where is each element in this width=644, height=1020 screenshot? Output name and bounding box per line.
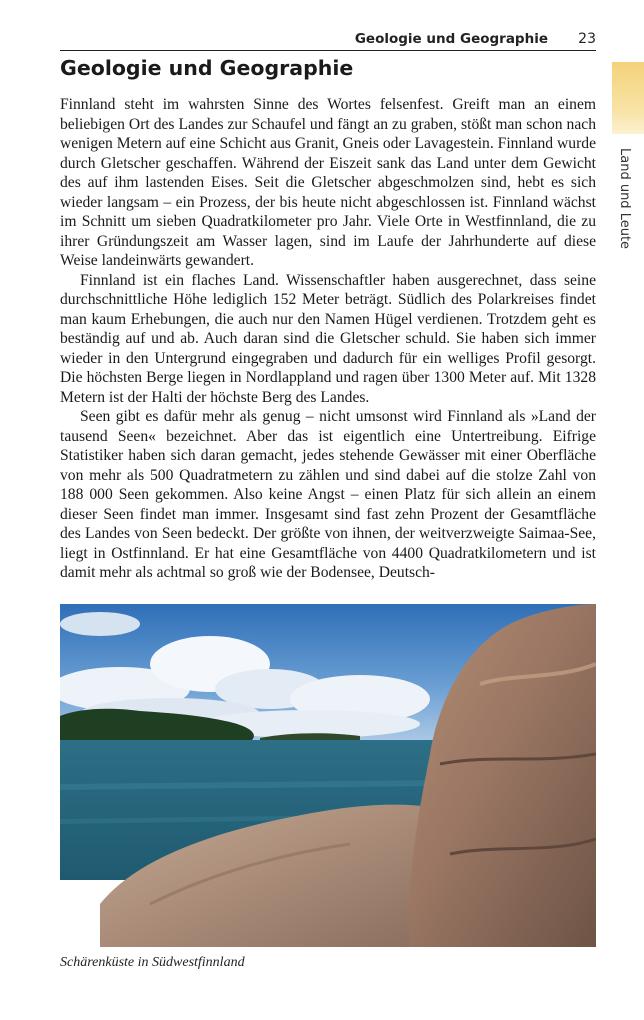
- paragraph: Finnland steht im wahrsten Sinne des Wortes felsenfest. Greift man an einem beliebigen Ort des Landes zur Schaufel und fängt an zu graben, stößt man schon nach wenigen Metern auf eine Schicht aus Granit, Gneis oder Lavagestein. Finnland wurde durch Gletscher geschaffen. Während der Eiszeit sank das Land unter dem Gewicht des auf ihm lastenden Eises. Seit die Gletscher abgeschmolzen sind, hebt es sich wieder langsam – ein Prozess, der bis heute nicht abgeschlossen ist. Finnland wächst im Schnitt um sieben Quadratkilometer pro Jahr. Viele Orte in Westfinnland, die zu ihrer Gründungszeit am Wasser lagen, sind im Laufe der Jahrhunderte auf diese Weise landeinwärts gewandert.: [60, 96, 596, 269]
- paragraph: Finnland ist ein flaches Land. Wissenschaftler haben ausgerechnet, dass seine durchschnittliche Höhe lediglich 152 Meter beträgt. Südlich des Polarkreises findet man kaum Erhebungen, die auch nur den Namen Hügel verdienen. Trotzdem geht es beständig auf und ab. Auch daran sind die Gletscher schuld. Sie haben sich immer wieder in den Untergrund eingegraben und dadurch für ein welliges Profil gesorgt. Die höchsten Berge liegen in Nordlappland und ragen über 1300 Meter auf. Mit 1328 Metern ist der Halti der höchste Berg des Landes.: [60, 271, 596, 406]
- running-head: [60, 26, 596, 51]
- page-number: 23: [578, 31, 596, 47]
- article-body: [60, 95, 596, 583]
- page-title: Geologie und Geographie: [60, 56, 354, 80]
- chapter-tab-label: Land und Leute: [617, 148, 632, 250]
- chapter-tab-marker: [612, 62, 644, 134]
- paragraph: Seen gibt es dafür mehr als genug – nicht umsonst wird Finnland als »Land der tausend Seen« bezeichnet. Aber das ist eigentlich eine Untertreibung. Eifrige Statistiker haben sich daran gemacht, jedes stehende Gewässer mit einer Oberfläche von mehr als 500 Quadratmetern zu zählen und sind dabei auf die stolze Zahl von 188 000 Seen gekommen. Also keine Angst – einen Platz für sich allein an einem dieser Seen findet man immer. Insgesamt sind fast zehn Prozent der Gesamtfläche des Landes von Seen bedeckt. Der größte von ihnen, der weitverzweigte Saimaa-See, liegt in Ostfinnland. Er hat eine Gesamtfläche von 4400 Quadratkilometern und ist damit mehr als achtmal so groß wie der Bodensee, Deutsch-: [60, 408, 596, 581]
- landscape-photo: [60, 604, 596, 947]
- running-head-title: Geologie und Geographie: [354, 31, 548, 47]
- photo-caption: Schärenküste in Südwestfinnland: [60, 955, 245, 970]
